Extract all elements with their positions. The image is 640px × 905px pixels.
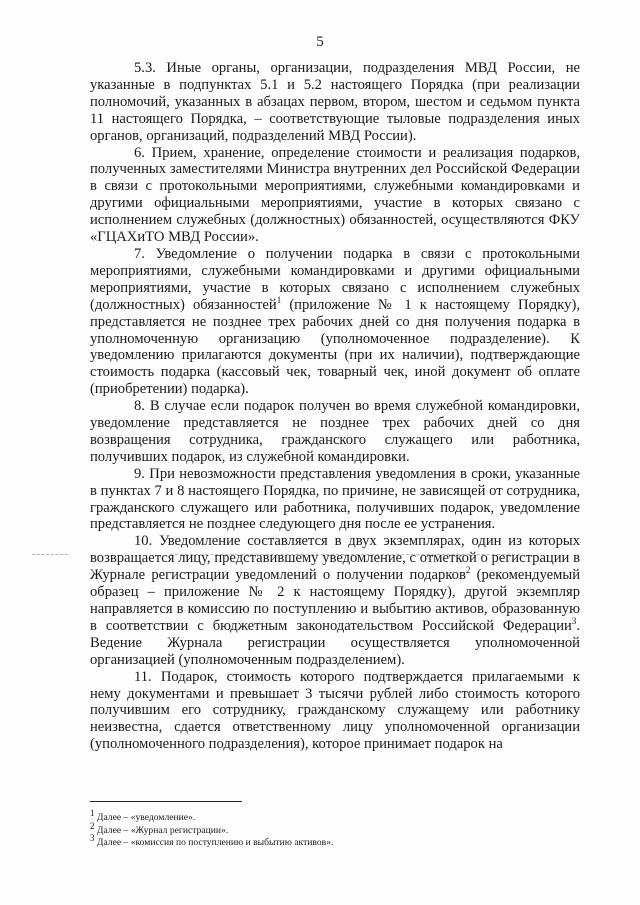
footnote-separator: [90, 801, 242, 802]
document-body: [90, 60, 580, 753]
footnote-ref-3: 3: [571, 616, 577, 627]
paragraph-9: 9. При невозможности представления уведомления в сроки, указанные в пунктах 7 и 8 настоящего Порядка, по причине, не зависящей от сотрудника, гражданского служащего или работника, получивших подарок, уведомление представляется не позднее следующего дня после ее устранения.: [90, 465, 580, 533]
paragraph-8: 8. В случае если подарок получен во время служебной командировки, уведомление представляется не позднее трех рабочих дней со дня возвращения сотрудника, гражданского служащего или работника, получивших подарок, из служебной командировки.: [90, 398, 580, 465]
paragraph-5-3: 5.3. Иные органы, организации, подразделения МВД России, не указанные в подпунктах 5.1 и 5.2 настоящего Порядка (при реализации полномочий, указанных в абзацах первом, втором, шестом и седьмом пункта 11 настоящего Порядка, – соответствующие тыловые подразделения иных органов, организаций, подразделений МВД России).: [90, 60, 580, 144]
footnote-ref-1: 1: [276, 294, 282, 305]
paragraph-11: 11. Подарок, стоимость которого подтверждается прилагаемыми к нему документами и превышает 3 тысячи рублей либо стоимость которого получившим его сотруднику, гражданскому служащему или работнику неизвестна, сдается ответственному лицу уполномоченной организации (уполномоченного подразделения), которое принимает подарок на: [90, 668, 580, 753]
paragraph-10: 10. Уведомление составляется в двух экземплярах, один из которых возвращается лицу, представившему уведомление, с отметкой о регистрации в Журнале регистрации уведомлений о получении подарков$^2$ (рекомендуемый образец – приложение № 2 к настоящему Порядку), другой экземпляр направляется в комиссию по поступлению и выбытию активов, образованную в соответствии с бюджетным законодательством Российской Федерации$^3$. Ведение Журнала регистрации осуществляется уполномоченной организацией (уполномоченным подразделением).: [90, 533, 580, 668]
footnote-ref-2: 2: [465, 565, 471, 576]
page-number: 5: [316, 34, 324, 50]
footnote-1: $^1$ Далее – «уведомление».: [90, 807, 196, 823]
footnote-2: $^2$ Далее – «Журнал регистрации».: [90, 820, 229, 836]
paragraph-7: 7. Уведомление о получении подарка в связи с протокольными мероприятиями, служебными командировками и другими официальными мероприятиями, участие в которых связано с исполнением служебных (должностных) обязанностей$^1$ (приложение № 1 к настоящему Порядку), представляется не позднее трех рабочих дней со дня получения подарка в уполномоченную организацию (уполномоченное подразделение). К уведомлению прилагаются документы (при их наличии), подтверждающие стоимость подарка (кассовый чек, товарный чек, иной документ об оплате (приобретении) подарка).: [90, 245, 580, 398]
scan-artifact-line: [170, 554, 520, 555]
footnotes: [90, 807, 550, 850]
scan-artifact-line-left: [32, 554, 68, 555]
footnote-3: $^3$ Далее – «комиссия по поступлению и выбытию активов».: [90, 832, 334, 848]
paragraph-6: 6. Прием, хранение, определение стоимости и реализация подарков, полученных заместителями Министра внутренних дел Российской Федерации в связи с протокольными мероприятиями, служебными командировками и другими официальными мероприятиями, участие в которых связано с исполнением служебных (должностных) обязанностей, осуществляются ФКУ «ГЦАХиТО МВД России».: [90, 144, 580, 246]
